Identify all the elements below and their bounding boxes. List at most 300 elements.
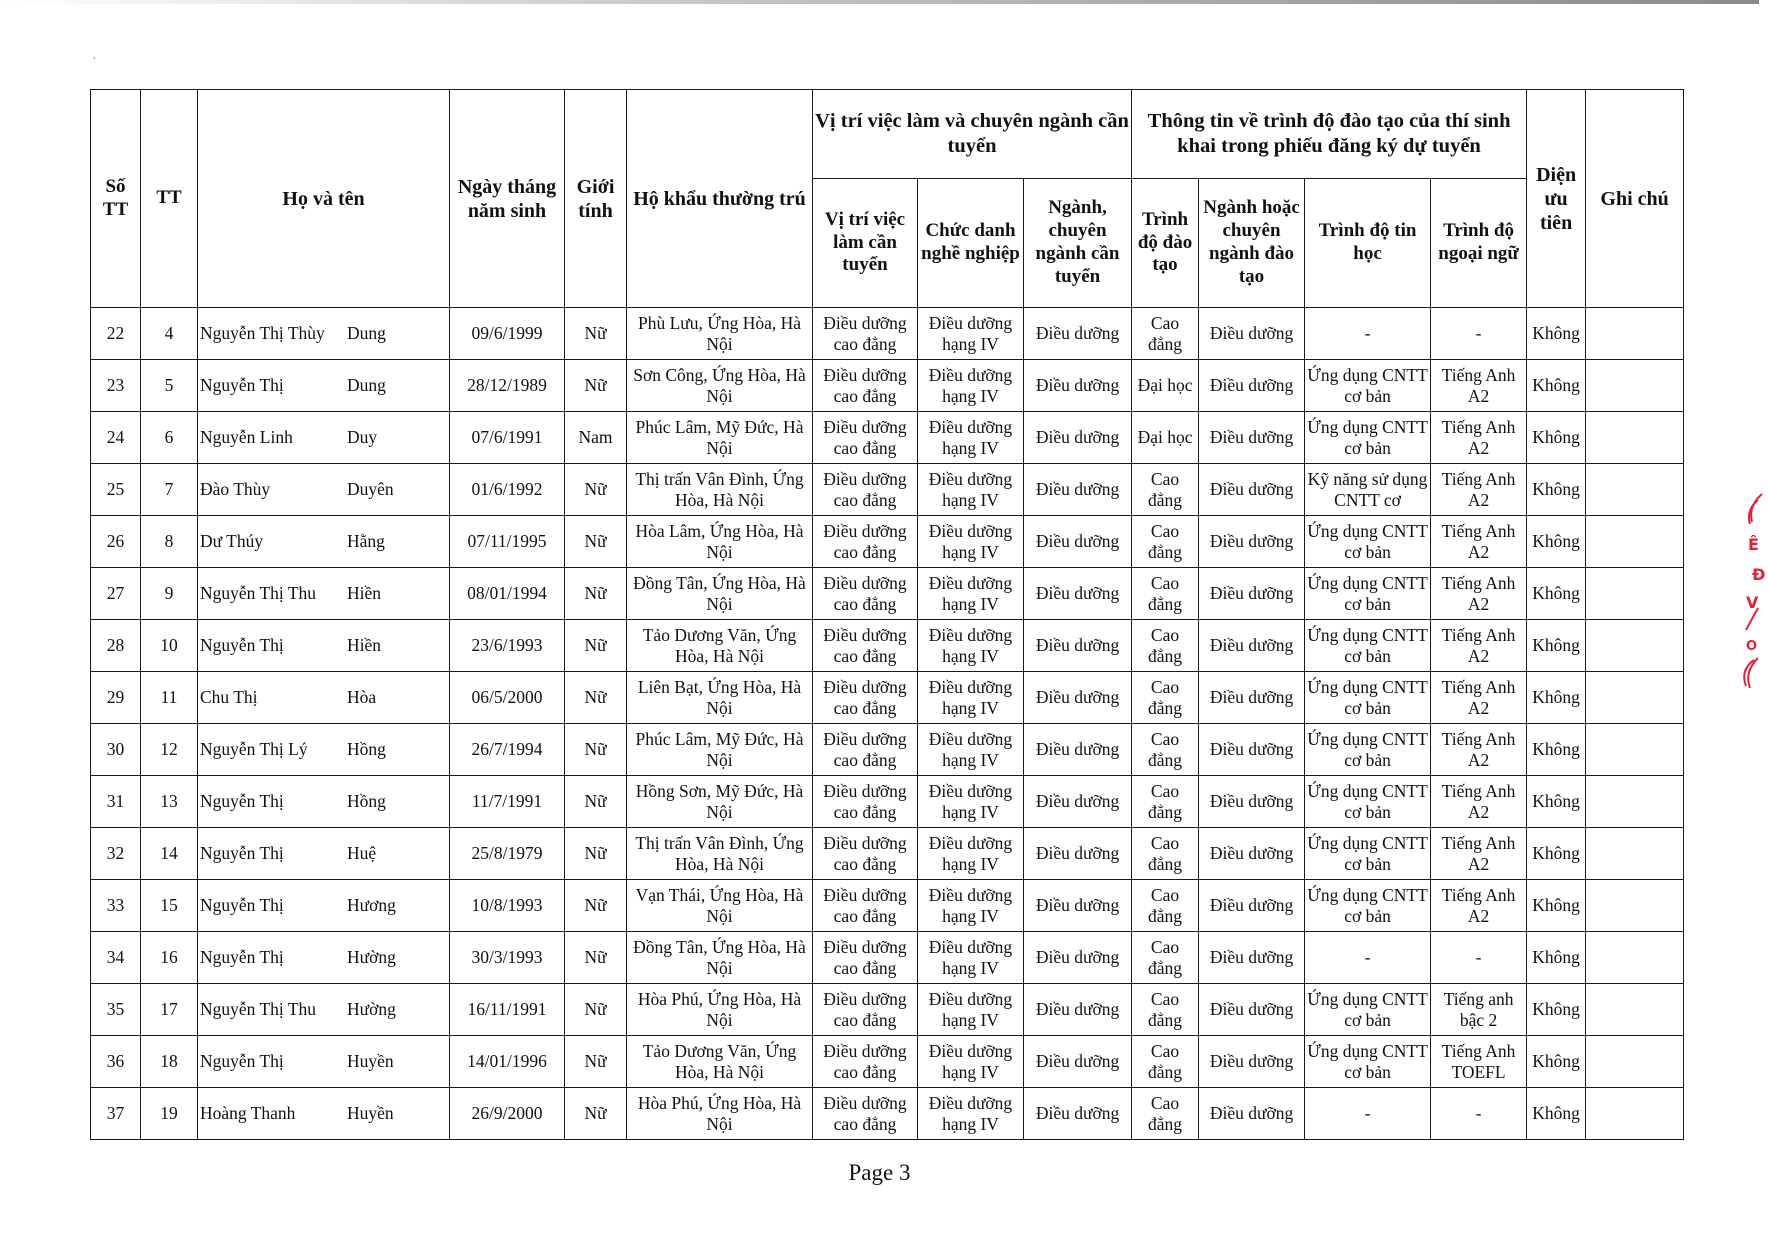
surname-middle: Nguyễn Thị bbox=[200, 635, 284, 655]
cell-ghi-chu bbox=[1586, 828, 1684, 880]
full-name bbox=[200, 1103, 447, 1124]
cell-nganh-dao-tao: Điều dưỡng bbox=[1199, 984, 1305, 1036]
cell-ngay-sinh: 10/8/1993 bbox=[450, 880, 565, 932]
header-ghi-chu: Ghi chú bbox=[1586, 90, 1684, 308]
cell-ngay-sinh: 06/5/2000 bbox=[450, 672, 565, 724]
cell-uu-tien: Không bbox=[1527, 932, 1586, 984]
cell-ngay-sinh: 28/12/1989 bbox=[450, 360, 565, 412]
cell-tt: 4 bbox=[141, 308, 198, 360]
given-name: Huyền bbox=[347, 1103, 394, 1123]
cell-tin-hoc: Ứng dụng CNTT cơ bản bbox=[1305, 880, 1431, 932]
cell-uu-tien: Không bbox=[1527, 308, 1586, 360]
surname-middle: Nguyễn Thị bbox=[200, 791, 284, 811]
cell-tin-hoc: Ứng dụng CNTT cơ bản bbox=[1305, 620, 1431, 672]
scan-edge-shadow bbox=[0, 0, 1759, 4]
cell-tin-hoc: Ứng dụng CNTT cơ bản bbox=[1305, 360, 1431, 412]
table-row bbox=[91, 984, 1684, 1036]
cell-ngay-sinh: 25/8/1979 bbox=[450, 828, 565, 880]
cell-nganh-dao-tao: Điều dưỡng bbox=[1199, 360, 1305, 412]
surname-middle: Nguyễn Thị Thu bbox=[200, 999, 317, 1019]
cell-nganh-dao-tao: Điều dưỡng bbox=[1199, 412, 1305, 464]
full-name bbox=[200, 947, 447, 968]
cell-vi-tri: Điều dưỡng cao đẳng bbox=[813, 776, 918, 828]
cell-vi-tri: Điều dưỡng cao đẳng bbox=[813, 984, 918, 1036]
cell-tin-hoc: Kỹ năng sử dụng CNTT cơ bbox=[1305, 464, 1431, 516]
cell-vi-tri: Điều dưỡng cao đẳng bbox=[813, 880, 918, 932]
given-name: Hương bbox=[347, 895, 396, 915]
cell-nganh-dao-tao: Điều dưỡng bbox=[1199, 308, 1305, 360]
full-name bbox=[200, 375, 447, 396]
table-row bbox=[91, 880, 1684, 932]
cell-ghi-chu bbox=[1586, 984, 1684, 1036]
cell-ngoai-ngu: Tiếng Anh A2 bbox=[1431, 776, 1527, 828]
cell-so-tt: 32 bbox=[91, 828, 141, 880]
scan-speck: · bbox=[92, 52, 97, 67]
table-row bbox=[91, 724, 1684, 776]
cell-chuc-danh: Điều dưỡng hạng IV bbox=[918, 724, 1024, 776]
svg-text:O: O bbox=[1746, 639, 1758, 654]
cell-nganh-dao-tao: Điều dưỡng bbox=[1199, 672, 1305, 724]
cell-gioi-tinh: Nữ bbox=[565, 568, 627, 620]
cell-uu-tien: Không bbox=[1527, 776, 1586, 828]
cell-tt: 7 bbox=[141, 464, 198, 516]
cell-nganh-dao-tao: Điều dưỡng bbox=[1199, 1036, 1305, 1088]
given-name: Hường bbox=[347, 999, 396, 1019]
cell-name bbox=[198, 828, 450, 880]
cell-ngoai-ngu: Tiếng Anh A2 bbox=[1431, 672, 1527, 724]
header-ho-va-ten: Họ và tên bbox=[198, 90, 450, 308]
cell-tt: 15 bbox=[141, 880, 198, 932]
page-number: Page 3 bbox=[848, 1160, 911, 1185]
cell-tt: 12 bbox=[141, 724, 198, 776]
cell-chuc-danh: Điều dưỡng hạng IV bbox=[918, 516, 1024, 568]
cell-chuc-danh: Điều dưỡng hạng IV bbox=[918, 620, 1024, 672]
cell-nganh-can-tuyen: Điều dưỡng bbox=[1024, 724, 1132, 776]
cell-tt: 16 bbox=[141, 932, 198, 984]
table-row bbox=[91, 672, 1684, 724]
cell-so-tt: 22 bbox=[91, 308, 141, 360]
cell-nganh-can-tuyen: Điều dưỡng bbox=[1024, 828, 1132, 880]
given-name: Duy bbox=[347, 427, 378, 447]
given-name: Dung bbox=[347, 323, 386, 343]
cell-tt: 10 bbox=[141, 620, 198, 672]
cell-gioi-tinh: Nữ bbox=[565, 464, 627, 516]
cell-tin-hoc: Ứng dụng CNTT cơ bản bbox=[1305, 828, 1431, 880]
cell-ngoai-ngu: Tiếng Anh A2 bbox=[1431, 880, 1527, 932]
given-name: Hiền bbox=[347, 635, 382, 655]
given-name: Hồng bbox=[347, 739, 386, 759]
cell-trinh-do: Cao đẳng bbox=[1132, 776, 1199, 828]
cell-trinh-do: Cao đẳng bbox=[1132, 308, 1199, 360]
table-row bbox=[91, 516, 1684, 568]
cell-chuc-danh: Điều dưỡng hạng IV bbox=[918, 880, 1024, 932]
cell-trinh-do: Cao đẳng bbox=[1132, 828, 1199, 880]
table-row bbox=[91, 360, 1684, 412]
header-ngoai-ngu: Trình độ ngoại ngữ bbox=[1431, 179, 1527, 308]
cell-nganh-can-tuyen: Điều dưỡng bbox=[1024, 412, 1132, 464]
cell-nganh-can-tuyen: Điều dưỡng bbox=[1024, 516, 1132, 568]
surname-middle: Nguyễn Thị Thu bbox=[200, 583, 317, 603]
cell-nganh-can-tuyen: Điều dưỡng bbox=[1024, 880, 1132, 932]
cell-ho-khau: Tảo Dương Văn, Ứng Hòa, Hà Nội bbox=[627, 1036, 813, 1088]
header-nganh-dao-tao: Ngành hoặc chuyên ngành đào tạo bbox=[1199, 179, 1305, 308]
cell-nganh-dao-tao: Điều dưỡng bbox=[1199, 828, 1305, 880]
cell-nganh-dao-tao: Điều dưỡng bbox=[1199, 568, 1305, 620]
cell-so-tt: 25 bbox=[91, 464, 141, 516]
cell-ngoai-ngu: Tiếng Anh A2 bbox=[1431, 464, 1527, 516]
header-ngay-sinh: Ngày tháng năm sinh bbox=[450, 90, 565, 308]
cell-chuc-danh: Điều dưỡng hạng IV bbox=[918, 776, 1024, 828]
cell-gioi-tinh: Nữ bbox=[565, 620, 627, 672]
cell-vi-tri: Điều dưỡng cao đẳng bbox=[813, 412, 918, 464]
cell-gioi-tinh: Nữ bbox=[565, 880, 627, 932]
cell-name bbox=[198, 672, 450, 724]
cell-trinh-do: Cao đẳng bbox=[1132, 880, 1199, 932]
full-name bbox=[200, 687, 447, 708]
cell-ngay-sinh: 08/01/1994 bbox=[450, 568, 565, 620]
cell-gioi-tinh: Nữ bbox=[565, 308, 627, 360]
table-row bbox=[91, 568, 1684, 620]
cell-name bbox=[198, 360, 450, 412]
cell-name bbox=[198, 776, 450, 828]
cell-vi-tri: Điều dưỡng cao đẳng bbox=[813, 464, 918, 516]
cell-tin-hoc: Ứng dụng CNTT cơ bản bbox=[1305, 724, 1431, 776]
cell-ngoai-ngu: Tiếng Anh A2 bbox=[1431, 568, 1527, 620]
surname-middle: Nguyễn Thị bbox=[200, 947, 284, 967]
cell-chuc-danh: Điều dưỡng hạng IV bbox=[918, 568, 1024, 620]
table-row bbox=[91, 308, 1684, 360]
surname-middle: Nguyễn Thị bbox=[200, 375, 284, 395]
cell-nganh-can-tuyen: Điều dưỡng bbox=[1024, 776, 1132, 828]
cell-nganh-can-tuyen: Điều dưỡng bbox=[1024, 308, 1132, 360]
cell-tt: 17 bbox=[141, 984, 198, 1036]
header-tin-hoc: Trình độ tin học bbox=[1305, 179, 1431, 308]
cell-ghi-chu bbox=[1586, 360, 1684, 412]
cell-nganh-dao-tao: Điều dưỡng bbox=[1199, 464, 1305, 516]
cell-nganh-can-tuyen: Điều dưỡng bbox=[1024, 620, 1132, 672]
cell-ghi-chu bbox=[1586, 1088, 1684, 1140]
cell-uu-tien: Không bbox=[1527, 412, 1586, 464]
cell-trinh-do: Đại học bbox=[1132, 360, 1199, 412]
cell-chuc-danh: Điều dưỡng hạng IV bbox=[918, 672, 1024, 724]
cell-tt: 8 bbox=[141, 516, 198, 568]
cell-trinh-do: Cao đẳng bbox=[1132, 620, 1199, 672]
cell-chuc-danh: Điều dưỡng hạng IV bbox=[918, 828, 1024, 880]
cell-ngoai-ngu: Tiếng Anh A2 bbox=[1431, 620, 1527, 672]
svg-text:Ê: Ê bbox=[1748, 535, 1759, 554]
full-name bbox=[200, 479, 447, 500]
surname-middle: Nguyễn Thị bbox=[200, 895, 284, 915]
cell-ho-khau: Hòa Lâm, Ứng Hòa, Hà Nội bbox=[627, 516, 813, 568]
cell-trinh-do: Cao đẳng bbox=[1132, 516, 1199, 568]
cell-ghi-chu bbox=[1586, 308, 1684, 360]
cell-trinh-do: Cao đẳng bbox=[1132, 672, 1199, 724]
given-name: Dung bbox=[347, 375, 386, 395]
cell-chuc-danh: Điều dưỡng hạng IV bbox=[918, 412, 1024, 464]
cell-ghi-chu bbox=[1586, 672, 1684, 724]
cell-ngoai-ngu: Tiếng Anh A2 bbox=[1431, 360, 1527, 412]
cell-nganh-can-tuyen: Điều dưỡng bbox=[1024, 932, 1132, 984]
cell-uu-tien: Không bbox=[1527, 724, 1586, 776]
cell-gioi-tinh: Nữ bbox=[565, 360, 627, 412]
cell-so-tt: 35 bbox=[91, 984, 141, 1036]
cell-tt: 9 bbox=[141, 568, 198, 620]
table-row bbox=[91, 620, 1684, 672]
given-name: Hòa bbox=[347, 687, 377, 707]
cell-ho-khau: Sơn Công, Ứng Hòa, Hà Nội bbox=[627, 360, 813, 412]
cell-ngoai-ngu: Tiếng Anh A2 bbox=[1431, 516, 1527, 568]
cell-chuc-danh: Điều dưỡng hạng IV bbox=[918, 464, 1024, 516]
given-name: Hường bbox=[347, 947, 396, 967]
cell-ghi-chu bbox=[1586, 724, 1684, 776]
given-name: Huyền bbox=[347, 1051, 394, 1071]
cell-tt: 14 bbox=[141, 828, 198, 880]
cell-vi-tri: Điều dưỡng cao đẳng bbox=[813, 1036, 918, 1088]
surname-middle: Nguyễn Thị Thùy bbox=[200, 323, 325, 343]
cell-nganh-can-tuyen: Điều dưỡng bbox=[1024, 672, 1132, 724]
candidate-table bbox=[90, 89, 1684, 1140]
full-name bbox=[200, 323, 447, 344]
full-name bbox=[200, 583, 447, 604]
table-body bbox=[91, 308, 1684, 1140]
cell-ngay-sinh: 09/6/1999 bbox=[450, 308, 565, 360]
cell-ho-khau: Hồng Sơn, Mỹ Đức, Hà Nội bbox=[627, 776, 813, 828]
cell-chuc-danh: Điều dưỡng hạng IV bbox=[918, 932, 1024, 984]
surname-middle: Nguyễn Thị bbox=[200, 1051, 284, 1071]
given-name: Hằng bbox=[347, 531, 385, 551]
cell-trinh-do: Cao đẳng bbox=[1132, 932, 1199, 984]
cell-tin-hoc: - bbox=[1305, 1088, 1431, 1140]
cell-tin-hoc: Ứng dụng CNTT cơ bản bbox=[1305, 984, 1431, 1036]
cell-ho-khau: Thị trấn Vân Đình, Ứng Hòa, Hà Nội bbox=[627, 828, 813, 880]
cell-ghi-chu bbox=[1586, 568, 1684, 620]
cell-trinh-do: Cao đẳng bbox=[1132, 568, 1199, 620]
cell-so-tt: 30 bbox=[91, 724, 141, 776]
cell-chuc-danh: Điều dưỡng hạng IV bbox=[918, 1088, 1024, 1140]
cell-ho-khau: Thị trấn Vân Đình, Ứng Hòa, Hà Nội bbox=[627, 464, 813, 516]
cell-tt: 19 bbox=[141, 1088, 198, 1140]
cell-ngoai-ngu: - bbox=[1431, 1088, 1527, 1140]
header-nganh-can-tuyen: Ngành, chuyên ngành cần tuyển bbox=[1024, 179, 1132, 308]
cell-name bbox=[198, 464, 450, 516]
cell-ngay-sinh: 14/01/1996 bbox=[450, 1036, 565, 1088]
cell-nganh-dao-tao: Điều dưỡng bbox=[1199, 620, 1305, 672]
cell-vi-tri: Điều dưỡng cao đẳng bbox=[813, 620, 918, 672]
cell-nganh-can-tuyen: Điều dưỡng bbox=[1024, 984, 1132, 1036]
cell-so-tt: 37 bbox=[91, 1088, 141, 1140]
header-group-vi-tri: Vị trí việc làm và chuyên ngành cần tuyển bbox=[813, 90, 1132, 179]
cell-tin-hoc: Ứng dụng CNTT cơ bản bbox=[1305, 412, 1431, 464]
cell-gioi-tinh: Nữ bbox=[565, 984, 627, 1036]
cell-gioi-tinh: Nữ bbox=[565, 672, 627, 724]
cell-gioi-tinh: Nữ bbox=[565, 1088, 627, 1140]
cell-ho-khau: Phúc Lâm, Mỹ Đức, Hà Nội bbox=[627, 412, 813, 464]
cell-ho-khau: Hòa Phú, Ứng Hòa, Hà Nội bbox=[627, 984, 813, 1036]
header-so-tt: Số TT bbox=[91, 90, 141, 308]
cell-nganh-can-tuyen: Điều dưỡng bbox=[1024, 568, 1132, 620]
cell-gioi-tinh: Nữ bbox=[565, 776, 627, 828]
surname-middle: Nguyễn Thị Lý bbox=[200, 739, 308, 759]
cell-nganh-can-tuyen: Điều dưỡng bbox=[1024, 360, 1132, 412]
cell-uu-tien: Không bbox=[1527, 880, 1586, 932]
cell-tt: 6 bbox=[141, 412, 198, 464]
cell-tin-hoc: Ứng dụng CNTT cơ bản bbox=[1305, 1036, 1431, 1088]
cell-so-tt: 28 bbox=[91, 620, 141, 672]
cell-nganh-dao-tao: Điều dưỡng bbox=[1199, 1088, 1305, 1140]
cell-vi-tri: Điều dưỡng cao đẳng bbox=[813, 724, 918, 776]
cell-uu-tien: Không bbox=[1527, 672, 1586, 724]
cell-nganh-can-tuyen: Điều dưỡng bbox=[1024, 1036, 1132, 1088]
cell-ngay-sinh: 07/11/1995 bbox=[450, 516, 565, 568]
cell-name bbox=[198, 984, 450, 1036]
cell-ngoai-ngu: Tiếng anh bậc 2 bbox=[1431, 984, 1527, 1036]
surname-middle: Chu Thị bbox=[200, 687, 258, 707]
cell-name bbox=[198, 1088, 450, 1140]
cell-vi-tri: Điều dưỡng cao đẳng bbox=[813, 360, 918, 412]
cell-name bbox=[198, 412, 450, 464]
cell-trinh-do: Cao đẳng bbox=[1132, 464, 1199, 516]
cell-uu-tien: Không bbox=[1527, 360, 1586, 412]
full-name bbox=[200, 531, 447, 552]
full-name bbox=[200, 1051, 447, 1072]
cell-nganh-dao-tao: Điều dưỡng bbox=[1199, 724, 1305, 776]
cell-so-tt: 34 bbox=[91, 932, 141, 984]
given-name: Huệ bbox=[347, 843, 377, 863]
cell-gioi-tinh: Nữ bbox=[565, 516, 627, 568]
table-header bbox=[91, 90, 1684, 308]
cell-ghi-chu bbox=[1586, 1036, 1684, 1088]
header-group-thong-tin: Thông tin về trình độ đào tạo của thí sinh khai trong phiếu đăng ký dự tuyển bbox=[1132, 90, 1527, 179]
cell-name bbox=[198, 880, 450, 932]
cell-vi-tri: Điều dưỡng cao đẳng bbox=[813, 568, 918, 620]
cell-uu-tien: Không bbox=[1527, 828, 1586, 880]
cell-chuc-danh: Điều dưỡng hạng IV bbox=[918, 308, 1024, 360]
cell-name bbox=[198, 308, 450, 360]
full-name bbox=[200, 791, 447, 812]
cell-uu-tien: Không bbox=[1527, 1088, 1586, 1140]
svg-text:Đ: Đ bbox=[1752, 565, 1766, 584]
cell-tin-hoc: Ứng dụng CNTT cơ bản bbox=[1305, 516, 1431, 568]
cell-ngay-sinh: 07/6/1991 bbox=[450, 412, 565, 464]
cell-tin-hoc: Ứng dụng CNTT cơ bản bbox=[1305, 776, 1431, 828]
cell-ngay-sinh: 16/11/1991 bbox=[450, 984, 565, 1036]
cell-name bbox=[198, 724, 450, 776]
cell-vi-tri: Điều dưỡng cao đẳng bbox=[813, 516, 918, 568]
full-name bbox=[200, 427, 447, 448]
cell-gioi-tinh: Nữ bbox=[565, 1036, 627, 1088]
cell-tin-hoc: - bbox=[1305, 308, 1431, 360]
given-name: Duyên bbox=[347, 479, 394, 499]
cell-tin-hoc: - bbox=[1305, 932, 1431, 984]
full-name bbox=[200, 895, 447, 916]
cell-ghi-chu bbox=[1586, 516, 1684, 568]
cell-ghi-chu bbox=[1586, 880, 1684, 932]
cell-chuc-danh: Điều dưỡng hạng IV bbox=[918, 984, 1024, 1036]
red-seal-stamp bbox=[1728, 490, 1768, 690]
cell-uu-tien: Không bbox=[1527, 984, 1586, 1036]
cell-gioi-tinh: Nữ bbox=[565, 828, 627, 880]
cell-gioi-tinh: Nữ bbox=[565, 932, 627, 984]
cell-ngay-sinh: 11/7/1991 bbox=[450, 776, 565, 828]
cell-ghi-chu bbox=[1586, 932, 1684, 984]
surname-middle: Đào Thùy bbox=[200, 479, 271, 499]
header-ho-khau: Hộ khẩu thường trú bbox=[627, 90, 813, 308]
cell-so-tt: 24 bbox=[91, 412, 141, 464]
full-name bbox=[200, 843, 447, 864]
table-row bbox=[91, 412, 1684, 464]
header-trinh-do-dao-tao: Trình độ đào tạo bbox=[1132, 179, 1199, 308]
cell-tin-hoc: Ứng dụng CNTT cơ bản bbox=[1305, 568, 1431, 620]
cell-ho-khau: Vạn Thái, Ứng Hòa, Hà Nội bbox=[627, 880, 813, 932]
cell-tt: 13 bbox=[141, 776, 198, 828]
cell-tt: 11 bbox=[141, 672, 198, 724]
cell-name bbox=[198, 932, 450, 984]
cell-ngay-sinh: 30/3/1993 bbox=[450, 932, 565, 984]
cell-nganh-dao-tao: Điều dưỡng bbox=[1199, 932, 1305, 984]
cell-ho-khau: Tảo Dương Văn, Ứng Hòa, Hà Nội bbox=[627, 620, 813, 672]
table-row bbox=[91, 828, 1684, 880]
cell-ghi-chu bbox=[1586, 412, 1684, 464]
cell-so-tt: 33 bbox=[91, 880, 141, 932]
cell-name bbox=[198, 568, 450, 620]
header-dien-uu-tien: Diện ưu tiên bbox=[1527, 90, 1586, 308]
cell-ghi-chu bbox=[1586, 464, 1684, 516]
cell-ho-khau: Đồng Tân, Ứng Hòa, Hà Nội bbox=[627, 568, 813, 620]
cell-tin-hoc: Ứng dụng CNTT cơ bản bbox=[1305, 672, 1431, 724]
cell-nganh-can-tuyen: Điều dưỡng bbox=[1024, 1088, 1132, 1140]
cell-ngoai-ngu: Tiếng Anh A2 bbox=[1431, 724, 1527, 776]
cell-nganh-dao-tao: Điều dưỡng bbox=[1199, 880, 1305, 932]
cell-trinh-do: Cao đẳng bbox=[1132, 984, 1199, 1036]
cell-name bbox=[198, 1036, 450, 1088]
cell-trinh-do: Cao đẳng bbox=[1132, 724, 1199, 776]
cell-trinh-do: Đại học bbox=[1132, 412, 1199, 464]
surname-middle: Nguyễn Linh bbox=[200, 427, 293, 447]
svg-text:V: V bbox=[1746, 593, 1759, 612]
header-vi-tri-can-tuyen: Vị trí việc làm cần tuyển bbox=[813, 179, 918, 308]
cell-name bbox=[198, 516, 450, 568]
cell-vi-tri: Điều dưỡng cao đẳng bbox=[813, 308, 918, 360]
cell-uu-tien: Không bbox=[1527, 516, 1586, 568]
cell-vi-tri: Điều dưỡng cao đẳng bbox=[813, 1088, 918, 1140]
table-row bbox=[91, 464, 1684, 516]
cell-uu-tien: Không bbox=[1527, 464, 1586, 516]
cell-so-tt: 23 bbox=[91, 360, 141, 412]
full-name bbox=[200, 635, 447, 656]
given-name: Hồng bbox=[347, 791, 386, 811]
given-name: Hiền bbox=[347, 583, 382, 603]
cell-ngay-sinh: 26/9/2000 bbox=[450, 1088, 565, 1140]
cell-vi-tri: Điều dưỡng cao đẳng bbox=[813, 932, 918, 984]
cell-uu-tien: Không bbox=[1527, 568, 1586, 620]
table-row bbox=[91, 932, 1684, 984]
cell-tt: 5 bbox=[141, 360, 198, 412]
cell-ngoai-ngu: Tiếng Anh A2 bbox=[1431, 412, 1527, 464]
header-chuc-danh: Chức danh nghề nghiệp bbox=[918, 179, 1024, 308]
cell-uu-tien: Không bbox=[1527, 1036, 1586, 1088]
surname-middle: Hoàng Thanh bbox=[200, 1103, 296, 1123]
header-tt: TT bbox=[141, 90, 198, 308]
header-gioi-tinh: Giới tính bbox=[565, 90, 627, 308]
full-name bbox=[200, 999, 447, 1020]
cell-nganh-dao-tao: Điều dưỡng bbox=[1199, 516, 1305, 568]
cell-name bbox=[198, 620, 450, 672]
cell-so-tt: 29 bbox=[91, 672, 141, 724]
cell-ho-khau: Liên Bạt, Ứng Hòa, Hà Nội bbox=[627, 672, 813, 724]
cell-ghi-chu bbox=[1586, 620, 1684, 672]
cell-ho-khau: Đồng Tân, Ứng Hòa, Hà Nội bbox=[627, 932, 813, 984]
cell-ngoai-ngu: - bbox=[1431, 932, 1527, 984]
